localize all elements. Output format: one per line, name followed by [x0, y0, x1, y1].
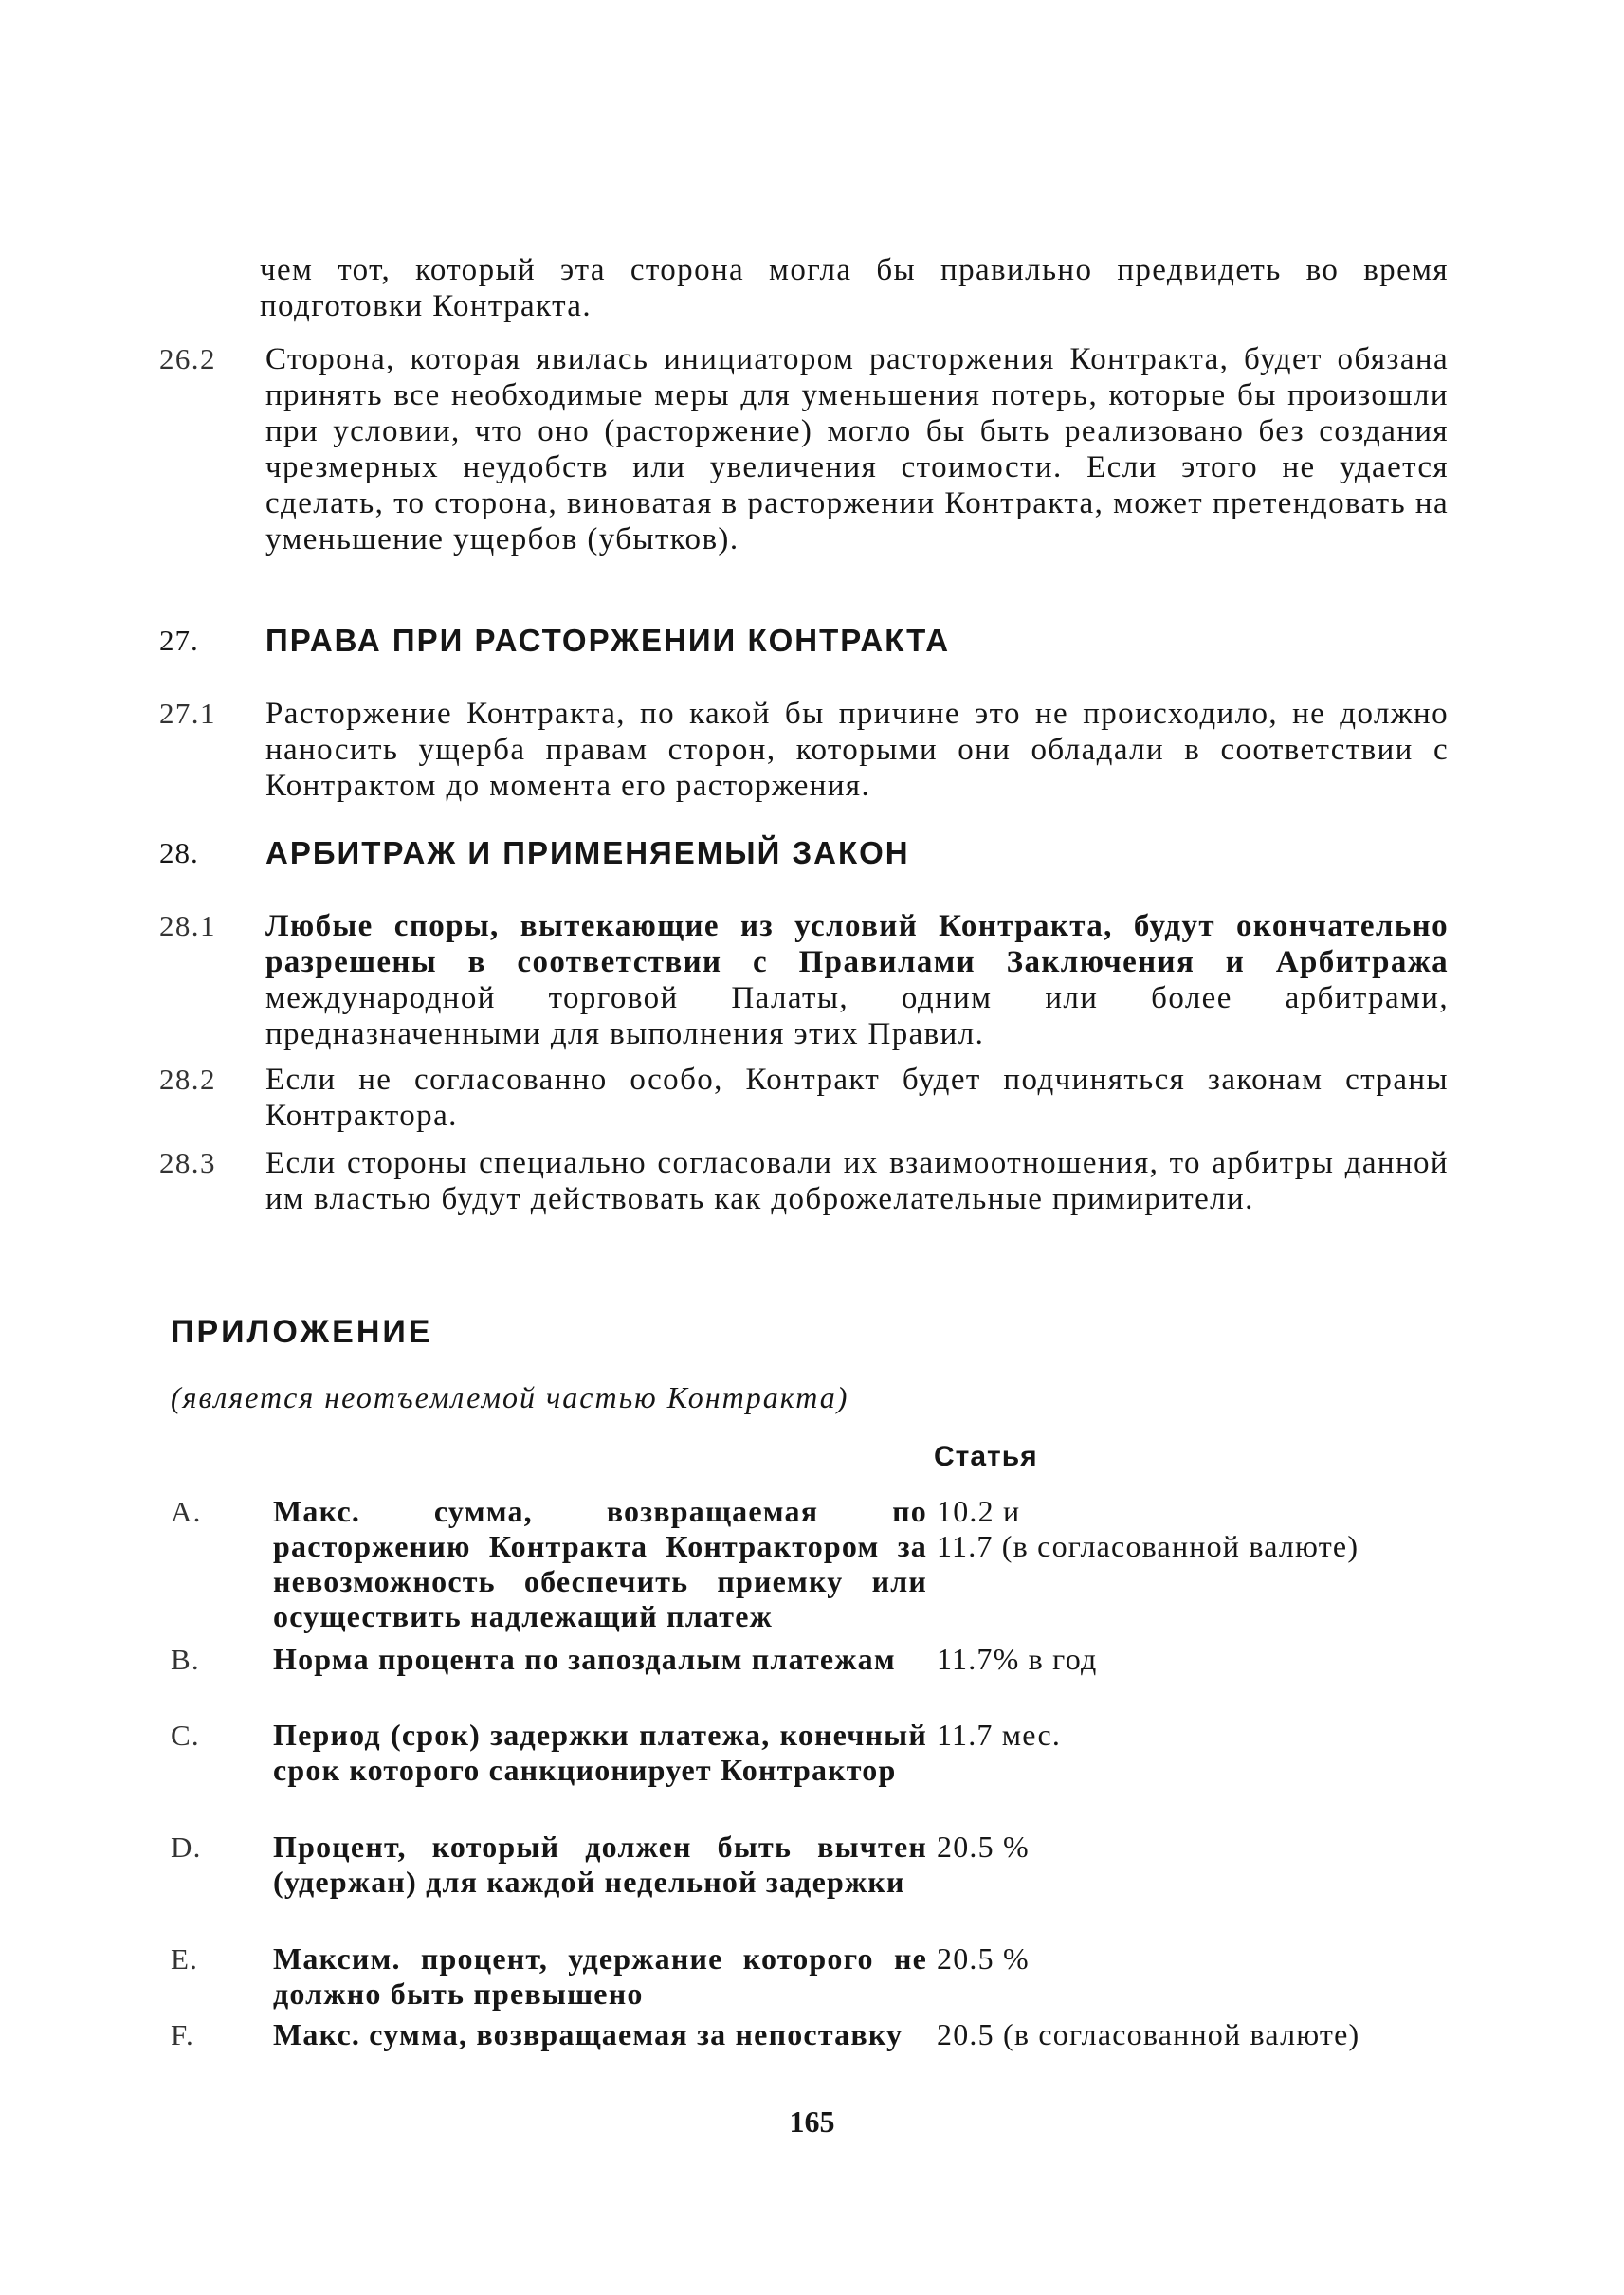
- row-description: Максим. процент, удержание которого не должно быть превышено: [273, 1941, 927, 2011]
- clause-28-3: [159, 1145, 1449, 1217]
- clause-text: [265, 908, 1449, 1052]
- row-reference: 20.5 (в согласованной валюте): [937, 2017, 1360, 2051]
- clause-number: 26.2: [159, 342, 216, 375]
- row-reference: 20.5 %: [937, 1830, 1030, 1864]
- row-reference: 11.7% в год: [937, 1642, 1098, 1676]
- row-letter: D.: [171, 1831, 202, 1864]
- section-heading-27: [159, 622, 1449, 660]
- page-number: 165: [789, 2104, 835, 2139]
- clause-text-rest: международной торговой Палаты, одним или более арбитрами, предназначенными для выполнения этих Правил.: [265, 981, 1449, 1051]
- clause-text: Сторона, которая явилась инициатором расторжения Контракта, будет обязана принять все необходимые меры для уменьшения потерь, которые бы произошли при условии, что оно (расторжение) могло бы быть реализовано без создания чрезмерных неудобств или увеличения стоимости. Если этого не удается сделать, то сторона, виноватая в расторжении Контракта, может претендовать на уменьшение ущербов (убытков).: [265, 342, 1449, 556]
- section-heading-28: [159, 834, 1449, 872]
- section-number: 27.: [159, 624, 199, 657]
- continued-paragraph-text: чем тот, который эта сторона могла бы правильно предвидеть во время подготовки Контракта.: [260, 253, 1449, 323]
- row-description: Период (срок) задержки платежа, конечный срок которого санкционирует Контрактор: [273, 1718, 927, 1787]
- row-description: Макс. сумма, возвращаемая по расторжению Контракта Контрактором за невозможность обеспечить приемку или осуществить надлежащий платеж: [273, 1494, 927, 1633]
- section-title: АРБИТРАЖ И ПРИМЕНЯЕМЫЙ ЗАКОН: [265, 835, 910, 870]
- clause-number: 28.2: [159, 1063, 216, 1096]
- clause-text-bold: Любые споры, вытекающие из условий Контракта, будут окончательно разрешены в соответствии с Правилами Заключения и Арбитража: [265, 909, 1449, 979]
- row-reference: 11.7 мес.: [937, 1718, 1062, 1752]
- row-letter: C.: [171, 1719, 200, 1752]
- clause-number: 28.1: [159, 909, 216, 942]
- row-letter: B.: [171, 1643, 200, 1676]
- section-title: ПРАВА ПРИ РАСТОРЖЕНИИ КОНТРАКТА: [265, 623, 951, 658]
- continued-paragraph: [159, 252, 1449, 324]
- clause-text: Если не согласованно особо, Контракт будет подчиняться законам страны Контрактора.: [265, 1063, 1449, 1133]
- row-description: Процент, который должен быть вычтен (удержан) для каждой недельной задержки: [273, 1830, 927, 1899]
- clause-26-2: [159, 341, 1449, 557]
- clause-28-1: [159, 908, 1449, 1052]
- row-reference: 20.5 %: [937, 1941, 1030, 1976]
- appendix-title: ПРИЛОЖЕНИЕ: [171, 1314, 433, 1350]
- clause-number: 28.3: [159, 1146, 216, 1179]
- row-description: Макс. сумма, возвращаемая за непоставку: [273, 2017, 903, 2051]
- appendix-subtitle: (является неотъемлемой частью Контракта): [171, 1380, 849, 1414]
- clause-28-2: [159, 1062, 1449, 1134]
- section-number: 28.: [159, 836, 199, 869]
- row-letter: A.: [171, 1495, 202, 1528]
- clause-text: Если стороны специально согласовали их взаимоотношения, то арбитры данной им властью будут действовать как доброжелательные примирители.: [265, 1146, 1449, 1216]
- clause-number: 27.1: [159, 697, 216, 730]
- row-letter: F.: [171, 2018, 194, 2051]
- clause-27-1: [159, 696, 1449, 804]
- row-description: Норма процента по запоздалым платежам: [273, 1642, 896, 1676]
- clause-text: Расторжение Контракта, по какой бы причине это не происходило, не должно наносить ущерба правам сторон, которыми они обладали в соответствии с Контрактом до момента его расторжения.: [265, 697, 1449, 803]
- row-letter: E.: [171, 1942, 199, 1976]
- article-column-header: Статья: [934, 1441, 1038, 1472]
- row-reference: 10.2 и 11.7 (в согласованной валюте): [937, 1494, 1359, 1563]
